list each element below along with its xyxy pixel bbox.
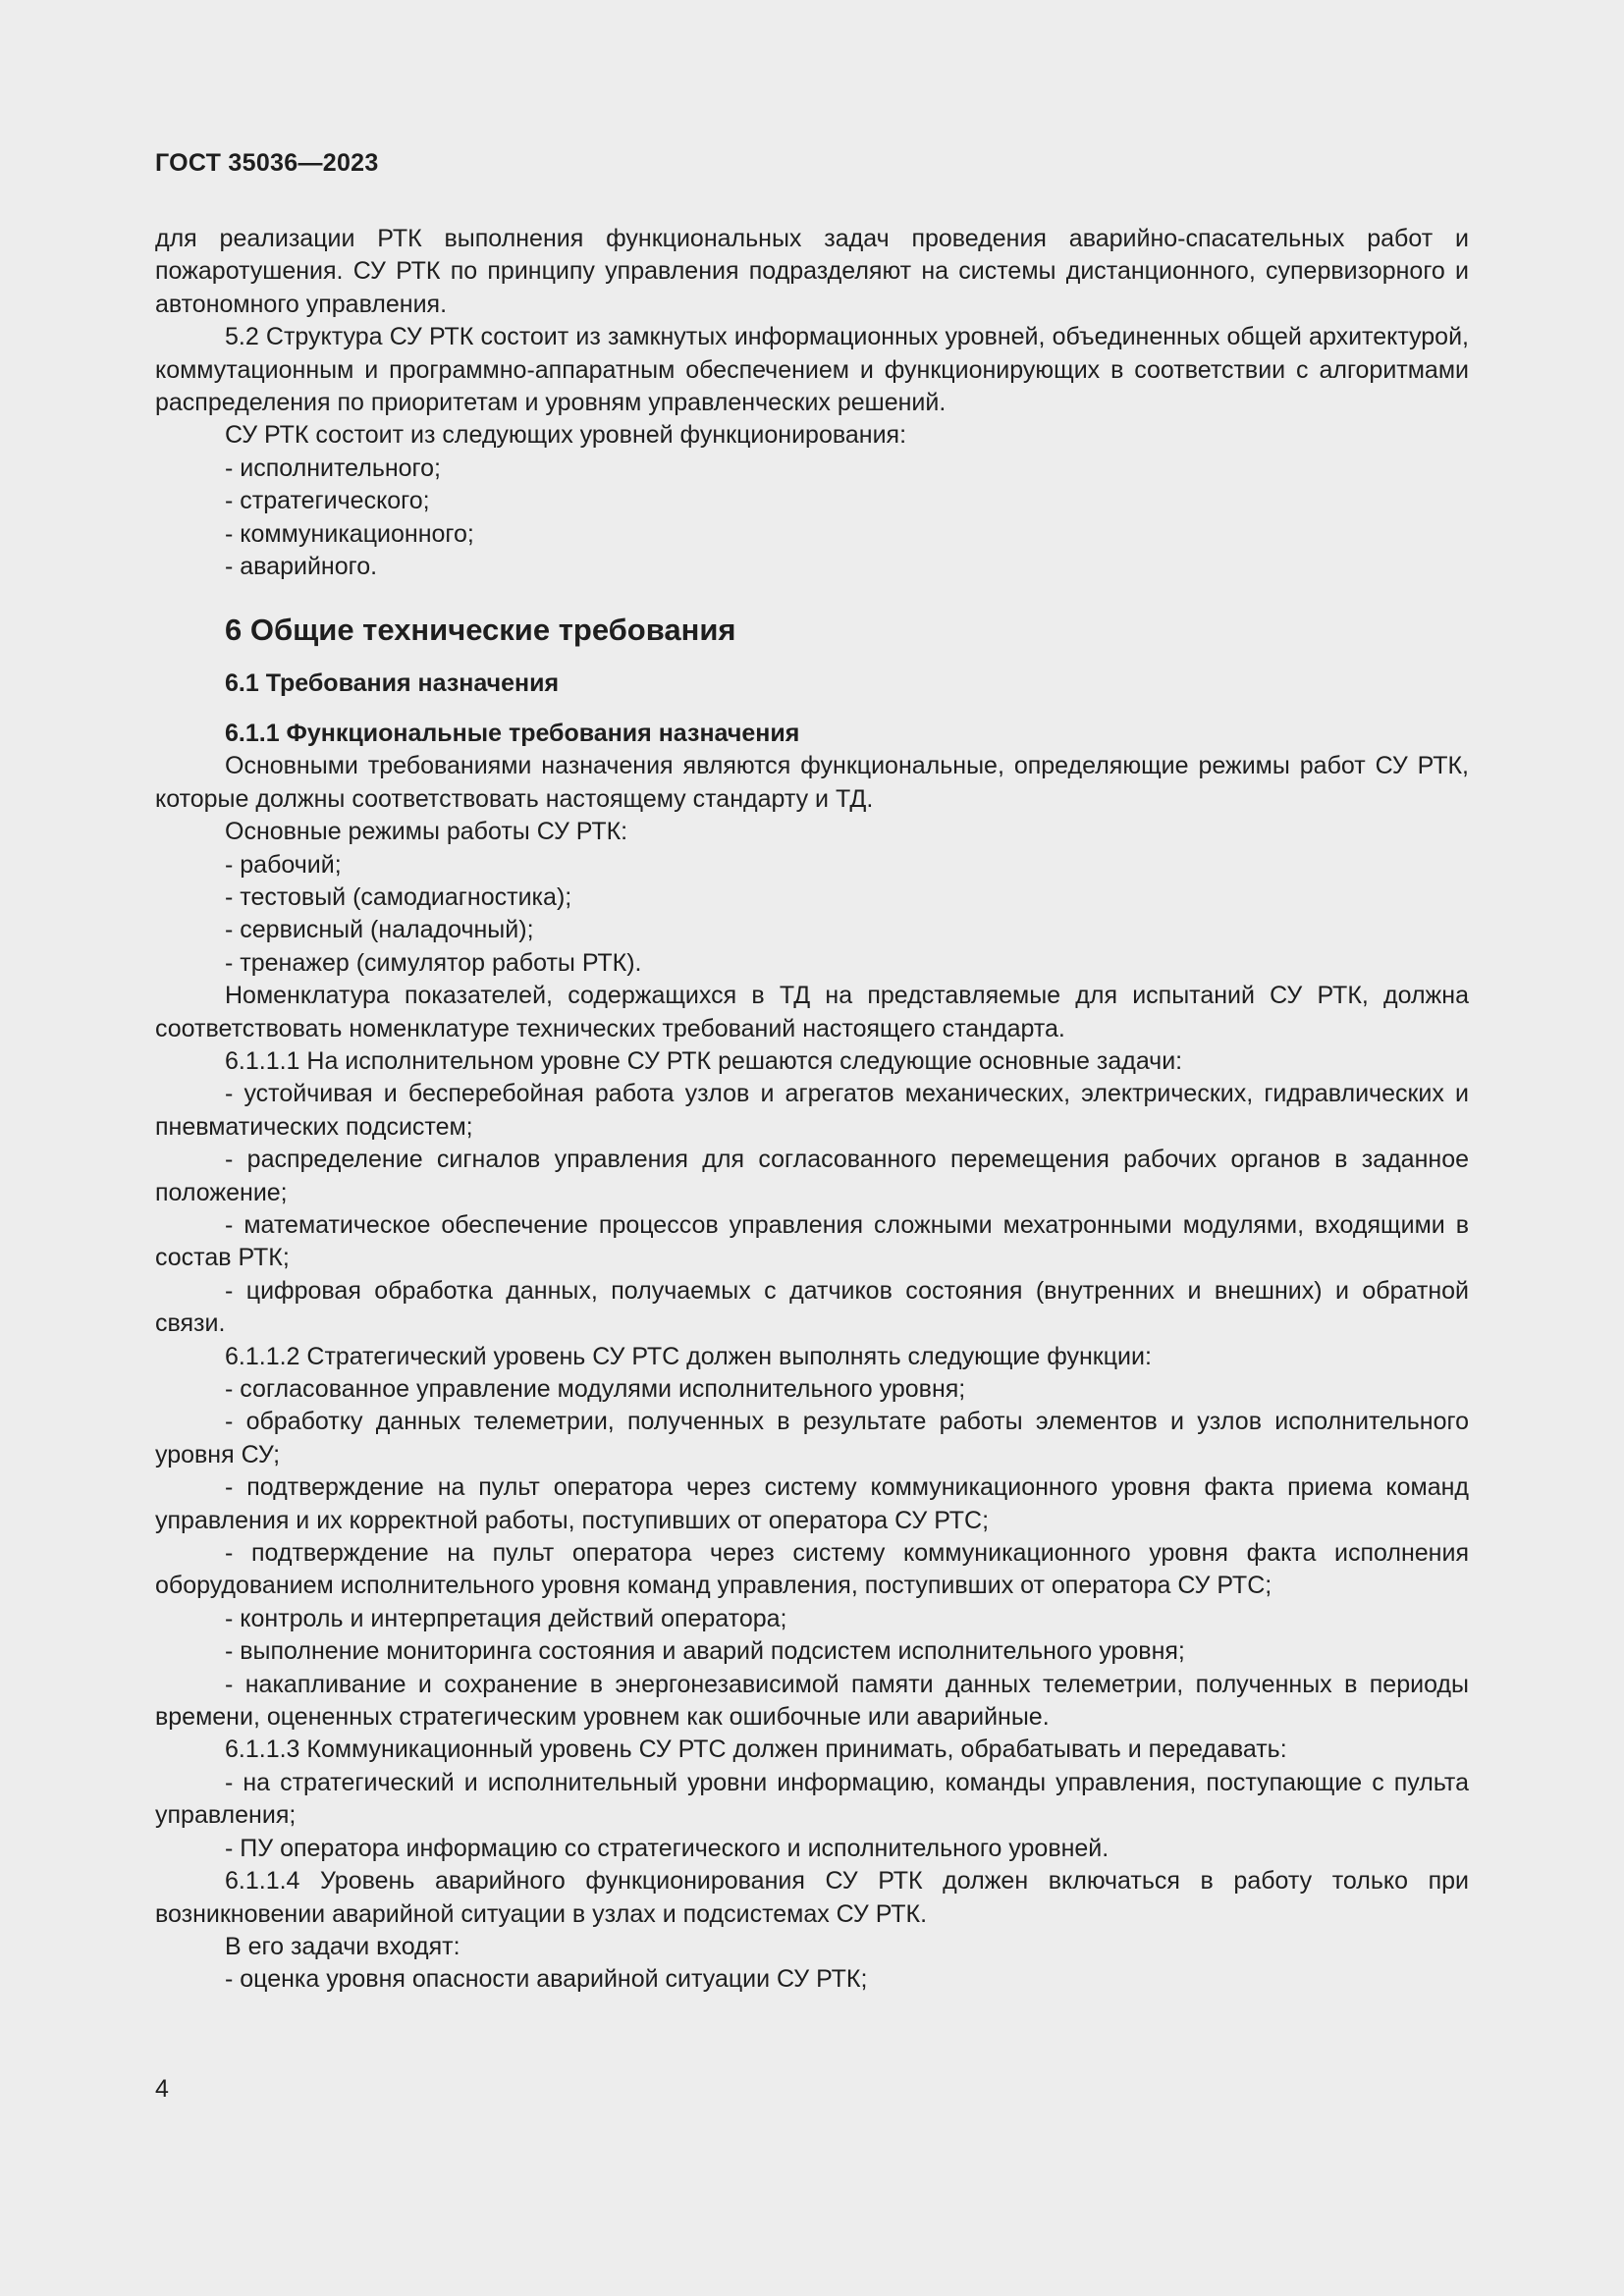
list-item-level: - коммуникационного; <box>225 519 474 548</box>
list-item-strategic-function: - подтверждение на пульт оператора через систему коммуникационного уровня факта исполнения оборудованием исполнительного уровня команд управления, поступивших от оператора СУ РТС; <box>155 1539 1469 1600</box>
list-item-strategic-function: - накапливание и сохранение в энергонезависимой памяти данных телеметрии, полученных в периоды времени, оцененных стратегическим уровнем как ошибочные или аварийные. <box>155 1670 1469 1732</box>
list-item-mode: - тестовый (самодиагностика); <box>225 882 572 911</box>
list-item-communication: - на стратегический и исполнительный уровни информацию, команды управления, поступающие с пульта управления; <box>155 1768 1469 1830</box>
document-header: ГОСТ 35036—2023 <box>155 149 379 177</box>
list-item-strategic-function: - согласованное управление модулями исполнительного уровня; <box>225 1375 966 1403</box>
list-item-exec-task: - математическое обеспечение процессов управления сложными мехатронными модулями, входящими в состав РТК; <box>155 1210 1469 1272</box>
paragraph-6-1-1-3: 6.1.1.3 Коммуникационный уровень СУ РТС должен принимать, обрабатывать и передавать: <box>225 1735 1287 1764</box>
list-item-communication: - ПУ оператора информацию со стратегического и исполнительного уровней. <box>225 1834 1110 1862</box>
paragraph-6-1-1-4: 6.1.1.4 Уровень аварийного функционирования СУ РТК должен включаться в работу только при возникновении аварийной ситуации в узлах и подсистемах СУ РТК. <box>155 1867 1469 1928</box>
list-item-mode: - рабочий; <box>225 850 342 879</box>
list-item-mode: - тренажер (симулятор работы РТК). <box>225 948 642 977</box>
paragraph-modes-intro: Основные режимы работы СУ РТК: <box>225 818 628 846</box>
list-item-exec-task: - распределение сигналов управления для согласованного перемещения рабочих органов в заданное положение; <box>155 1146 1469 1206</box>
list-item-level: - стратегического; <box>225 487 430 515</box>
paragraph-tasks-intro: В его задачи входят: <box>225 1932 460 1960</box>
paragraph-6-1-1-2: 6.1.1.2 Стратегический уровень СУ РТС должен выполнять следующие функции: <box>225 1342 1152 1370</box>
list-item-exec-task: - устойчивая и бесперебойная работа узлов и агрегатов механических, электрических, гидравлических и пневматических подсистем; <box>155 1080 1469 1141</box>
list-item-level: - исполнительного; <box>225 454 441 482</box>
paragraph-intro: для реализации РТК выполнения функциональных задач проведения аварийно-спасательных работ и пожаротушения. СУ РТК по принципу управления подразделяют на системы дистанционного, супервизорного и автономного управления. <box>155 225 1469 318</box>
list-item-strategic-function: - подтверждение на пульт оператора через систему коммуникационного уровня факта приема команд управления и их корректной работы, поступивших от оператора СУ РТС; <box>155 1473 1469 1534</box>
list-item-level: - аварийного. <box>225 553 378 581</box>
section-6-1-1-heading: 6.1.1 Функциональные требования назначения <box>225 719 800 747</box>
paragraph-5-2: 5.2 Структура СУ РТК состоит из замкнутых информационных уровней, объединенных общей архитектурой, коммутационным и программно-аппаратным обеспечением и функционирующих в соответствии с алгоритмами распределения по приоритетам и уровням управленческих решений. <box>155 323 1469 417</box>
paragraph-6-1-1-1: 6.1.1.1 На исполнительном уровне СУ РТК решаются следующие основные задачи: <box>225 1046 1183 1075</box>
document-body <box>155 223 1469 1997</box>
list-item-exec-task: - цифровая обработка данных, получаемых с датчиков состояния (внутренних и внешних) и обратной связи. <box>155 1276 1469 1338</box>
list-item-strategic-function: - обработку данных телеметрии, полученных в результате работы элементов и узлов исполнительного уровня СУ; <box>155 1408 1469 1468</box>
list-item-strategic-function: - контроль и интерпретация действий оператора; <box>225 1604 787 1632</box>
list-item-strategic-function: - выполнение мониторинга состояния и аварий подсистем исполнительного уровня; <box>225 1637 1185 1666</box>
list-item-emergency-task: - оценка уровня опасности аварийной ситуации СУ РТК; <box>225 1965 868 1994</box>
paragraph-main-requirements: Основными требованиями назначения являются функциональные, определяющие режимы работ СУ РТК, которые должны соответствовать настоящему стандарту и ТД. <box>155 752 1469 813</box>
list-item-mode: - сервисный (наладочный); <box>225 916 534 944</box>
section-6-heading: 6 Общие технические требования <box>225 613 736 648</box>
paragraph-levels-intro: СУ РТК состоит из следующих уровней функционирования: <box>225 421 907 450</box>
paragraph-nomenclature: Номенклатура показателей, содержащихся в ТД на представляемые для испытаний СУ РТК, должна соответствовать номенклатуре технических требований настоящего стандарта. <box>155 982 1469 1042</box>
section-6-1-heading: 6.1 Требования назначения <box>225 669 560 698</box>
page-number: 4 <box>155 2075 169 2103</box>
